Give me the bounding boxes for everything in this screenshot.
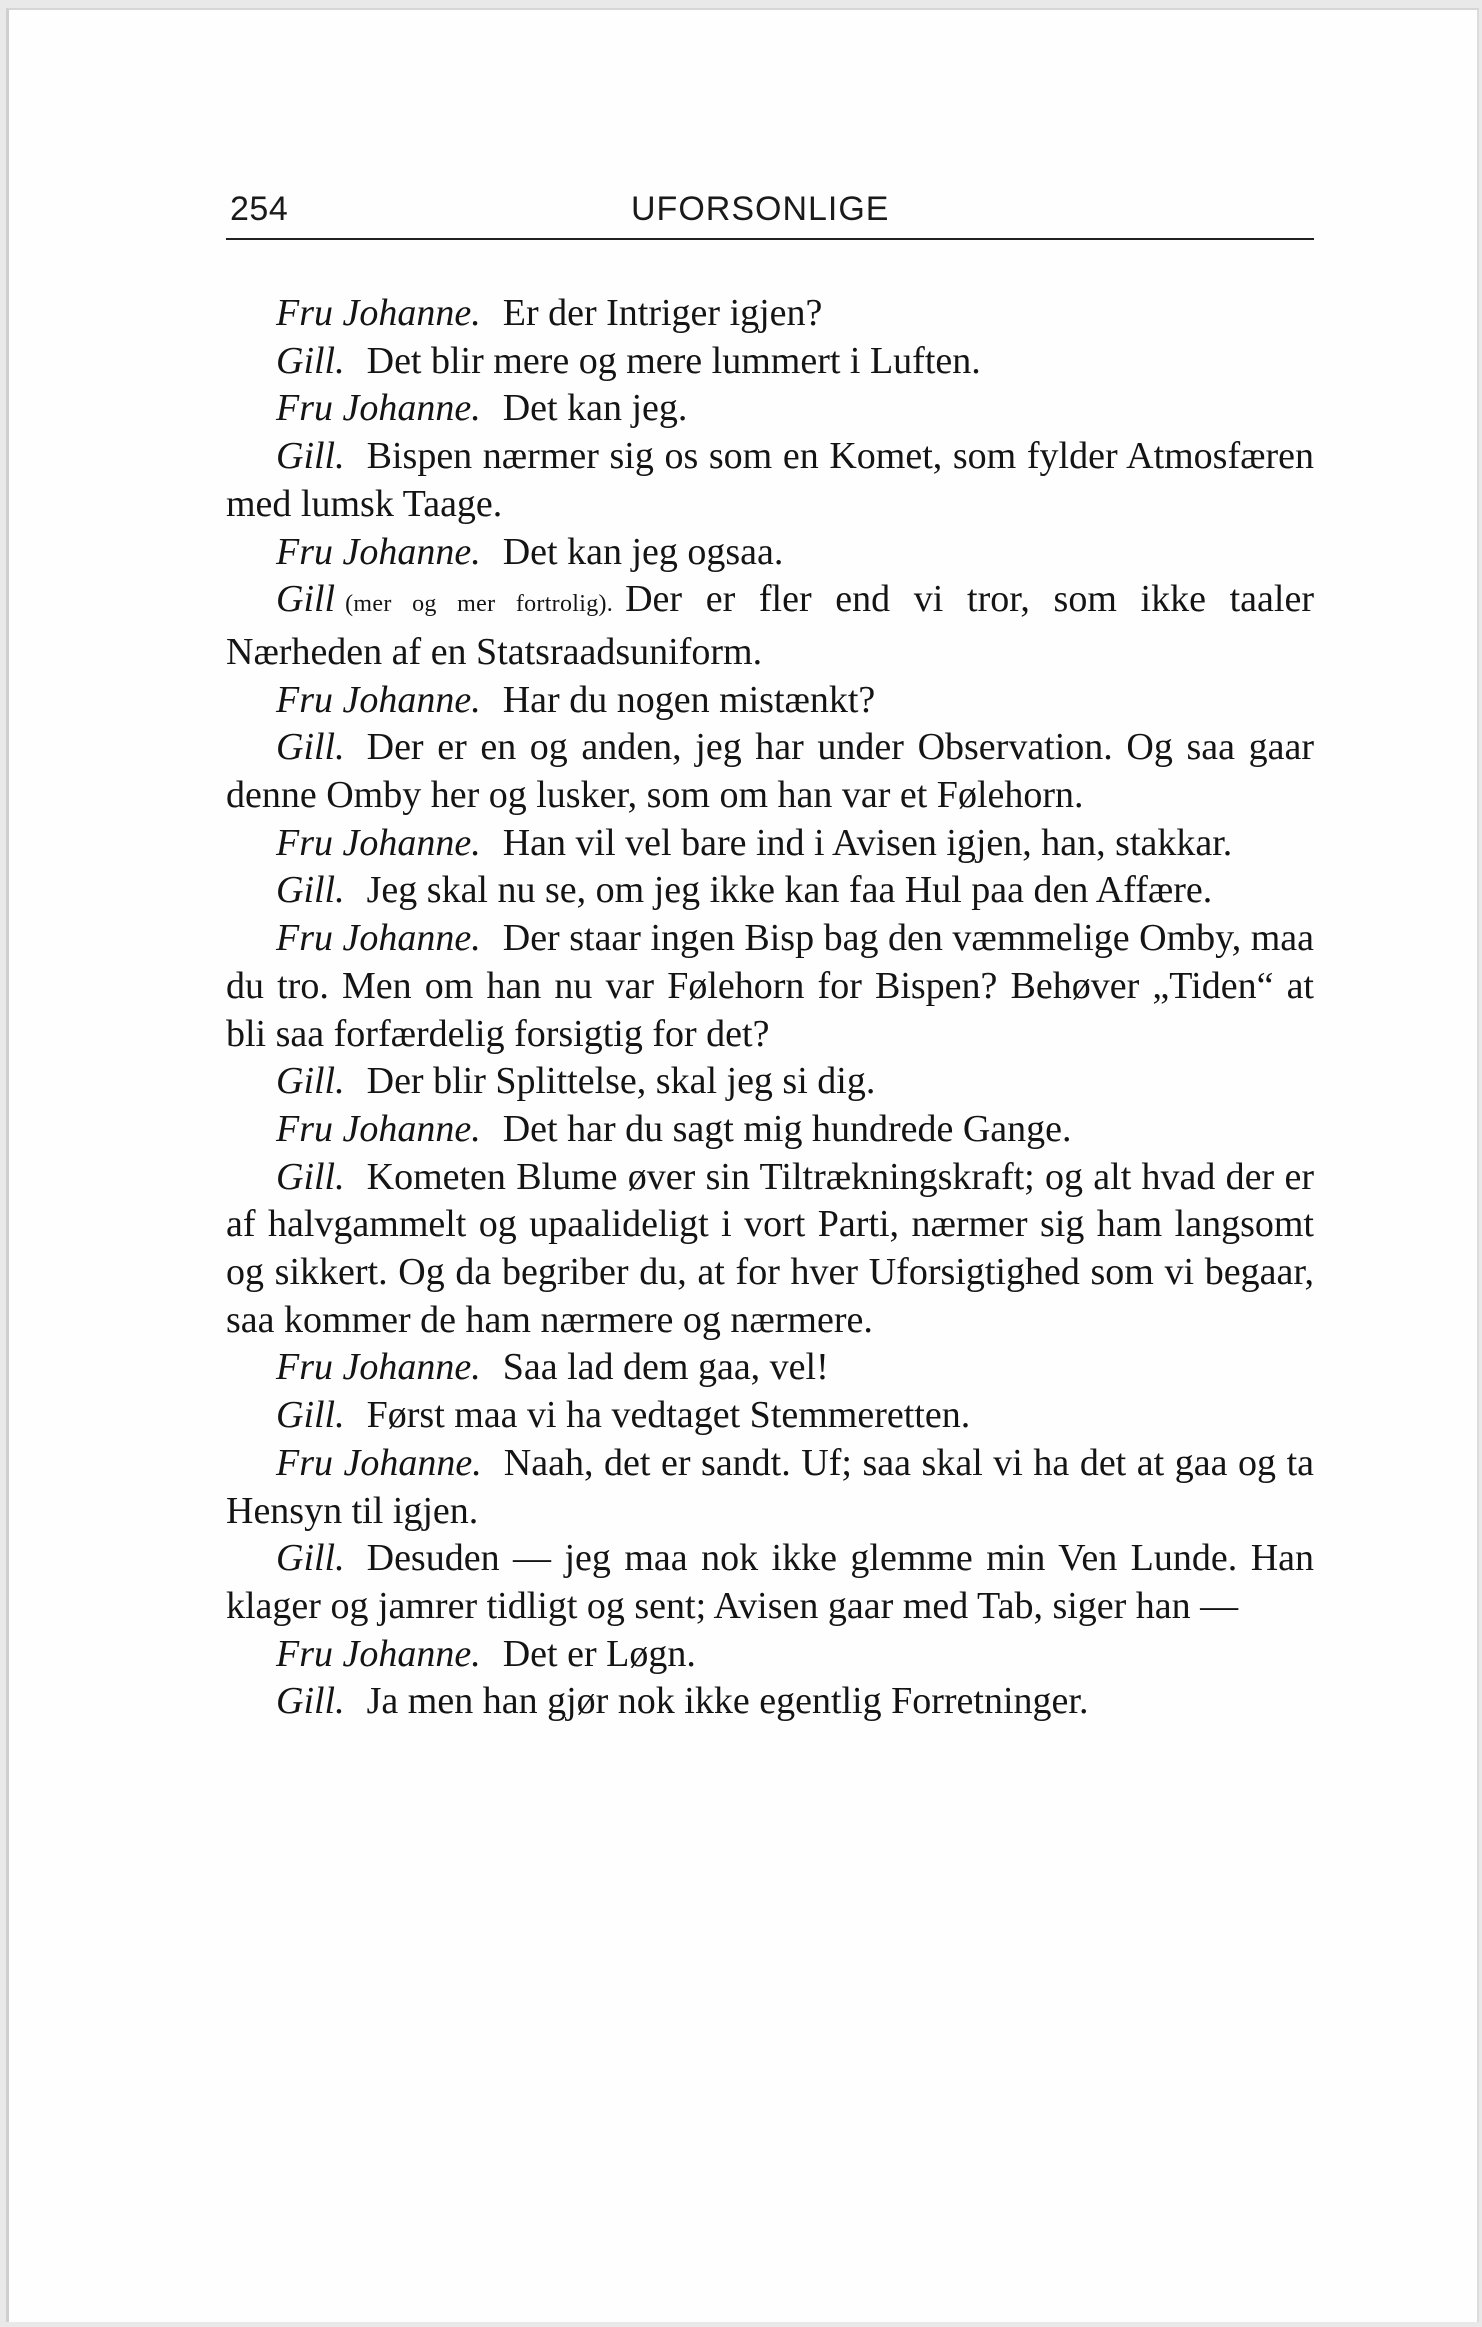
dialogue-line xyxy=(226,1440,1314,1535)
dialogue-line xyxy=(226,867,1314,915)
dialogue-line xyxy=(226,820,1314,868)
dialogue-line xyxy=(226,338,1314,386)
speech-text: Der blir Splittelse, skal jeg si dig. xyxy=(366,1060,876,1103)
speech-text: Saa lad dem gaa, vel! xyxy=(502,1346,829,1389)
speaker-name: Gill. xyxy=(276,339,345,382)
speaker-name: Gill. xyxy=(276,726,345,769)
speaker-name: Fru Johanne. xyxy=(276,292,481,334)
dialogue-line xyxy=(226,1154,1314,1345)
dialogue-line xyxy=(226,1058,1314,1106)
speech-text: Kometen Blume øver sin Tiltrækningskraft; og alt hvad der er af halvgammelt og upaalideligt i vort Parti, nærmer sig ham langsomt og sikkert. Og da begriber du, at for hver Uforsigtighed som vi begaar, saa kommer de ham nærmere og nærmere. xyxy=(226,1155,1314,1341)
dialogue-line xyxy=(226,290,1314,338)
speech-text: Der er en og anden, jeg har under Observation. Og saa gaar denne Omby her og lusker, som om han var et Følehorn. xyxy=(226,726,1314,817)
dialogue-line xyxy=(226,677,1314,725)
speech-text: Det har du sagt mig hundrede Gange. xyxy=(502,1107,1072,1150)
dialogue-line xyxy=(226,1535,1314,1630)
dialogue-line xyxy=(226,433,1314,528)
page-number: 254 xyxy=(230,190,289,228)
dialogue-line xyxy=(226,1631,1314,1679)
running-title: UFORSONLIGE xyxy=(631,190,890,228)
dialogue-line xyxy=(226,385,1314,433)
speaker-name: Fru Johanne. xyxy=(276,1632,481,1675)
speech-text: Der er fler end vi tror, som ikke taaler Nærheden af en Statsraadsuniform. xyxy=(226,578,1314,673)
speaker-name: Fru Johanne. xyxy=(276,821,481,864)
speaker-name: Fru Johanne. xyxy=(276,678,481,721)
speaker-name: Fru Johanne. xyxy=(276,917,481,960)
speaker-name: Gill. xyxy=(276,1680,345,1723)
speech-text: Først maa vi ha vedtaget Stemmeretten. xyxy=(366,1394,971,1437)
speaker-name: Fru Johanne. xyxy=(276,387,481,430)
speech-text: Det kan jeg. xyxy=(502,387,688,430)
speech-text: Jeg skal nu se, om jeg ikke kan faa Hul paa den Affære. xyxy=(366,869,1213,912)
page-header xyxy=(226,186,1314,240)
speech-text: Ja men han gjør nok ikke egentlig Forretninger. xyxy=(366,1680,1089,1723)
dialogue-line xyxy=(226,576,1314,676)
dialogue-line xyxy=(226,915,1314,1058)
speaker-name: Fru Johanne. xyxy=(276,1441,482,1484)
speech-text: Er der Intriger igjen? xyxy=(502,292,823,334)
speech-text: Desuden — jeg maa nok ikke glemme min Ven Lunde. Han klager og jamrer tidligt og sent; Avisen gaar med Tab, siger han — xyxy=(226,1537,1314,1627)
speech-text: Der staar ingen Bisp bag den væmmelige Omby, maa du tro. Men om han nu var Følehorn for Bispen? Behøver „Tiden“ at bli saa forfærdelig forsigtig for det? xyxy=(226,917,1314,1055)
speaker-name: Gill. xyxy=(276,1537,345,1580)
speech-text: Det er Løgn. xyxy=(502,1632,696,1675)
speaker-name: Gill. xyxy=(276,1060,345,1103)
speaker-name: Gill. xyxy=(276,1394,345,1437)
speech-text: Har du nogen mistænkt? xyxy=(502,678,876,721)
dialogue-line xyxy=(226,529,1314,577)
speaker-name: Gill xyxy=(276,578,336,621)
dialogue-line xyxy=(226,1344,1314,1392)
dialogue-line xyxy=(226,1392,1314,1440)
speaker-name: Fru Johanne. xyxy=(276,1346,481,1389)
dialogue-line xyxy=(226,1678,1314,1726)
speaker-name: Fru Johanne. xyxy=(276,1107,481,1150)
dialogue-line xyxy=(226,724,1314,819)
speaker-name: Gill. xyxy=(276,435,345,478)
speech-text: Han vil vel bare ind i Avisen igjen, han, stakkar. xyxy=(502,821,1233,864)
speech-text: Det kan jeg ogsaa. xyxy=(502,530,784,573)
speaker-name: Gill. xyxy=(276,1155,345,1198)
speech-text: Det blir mere og mere lummert i Luften. xyxy=(366,339,981,382)
speech-text: Bispen nærmer sig os som en Komet, som fylder Atmosfæren med lumsk Taage. xyxy=(226,435,1314,525)
speech-text: Naah, det er sandt. Uf; saa skal vi ha det at gaa og ta Hensyn til igjen. xyxy=(226,1441,1314,1532)
dialogue-text xyxy=(226,290,1314,1726)
speaker-name: Gill. xyxy=(276,869,345,912)
stage-direction: (mer og mer fortrolig). xyxy=(345,591,614,618)
dialogue-line xyxy=(226,1106,1314,1154)
speaker-name: Fru Johanne. xyxy=(276,530,481,573)
